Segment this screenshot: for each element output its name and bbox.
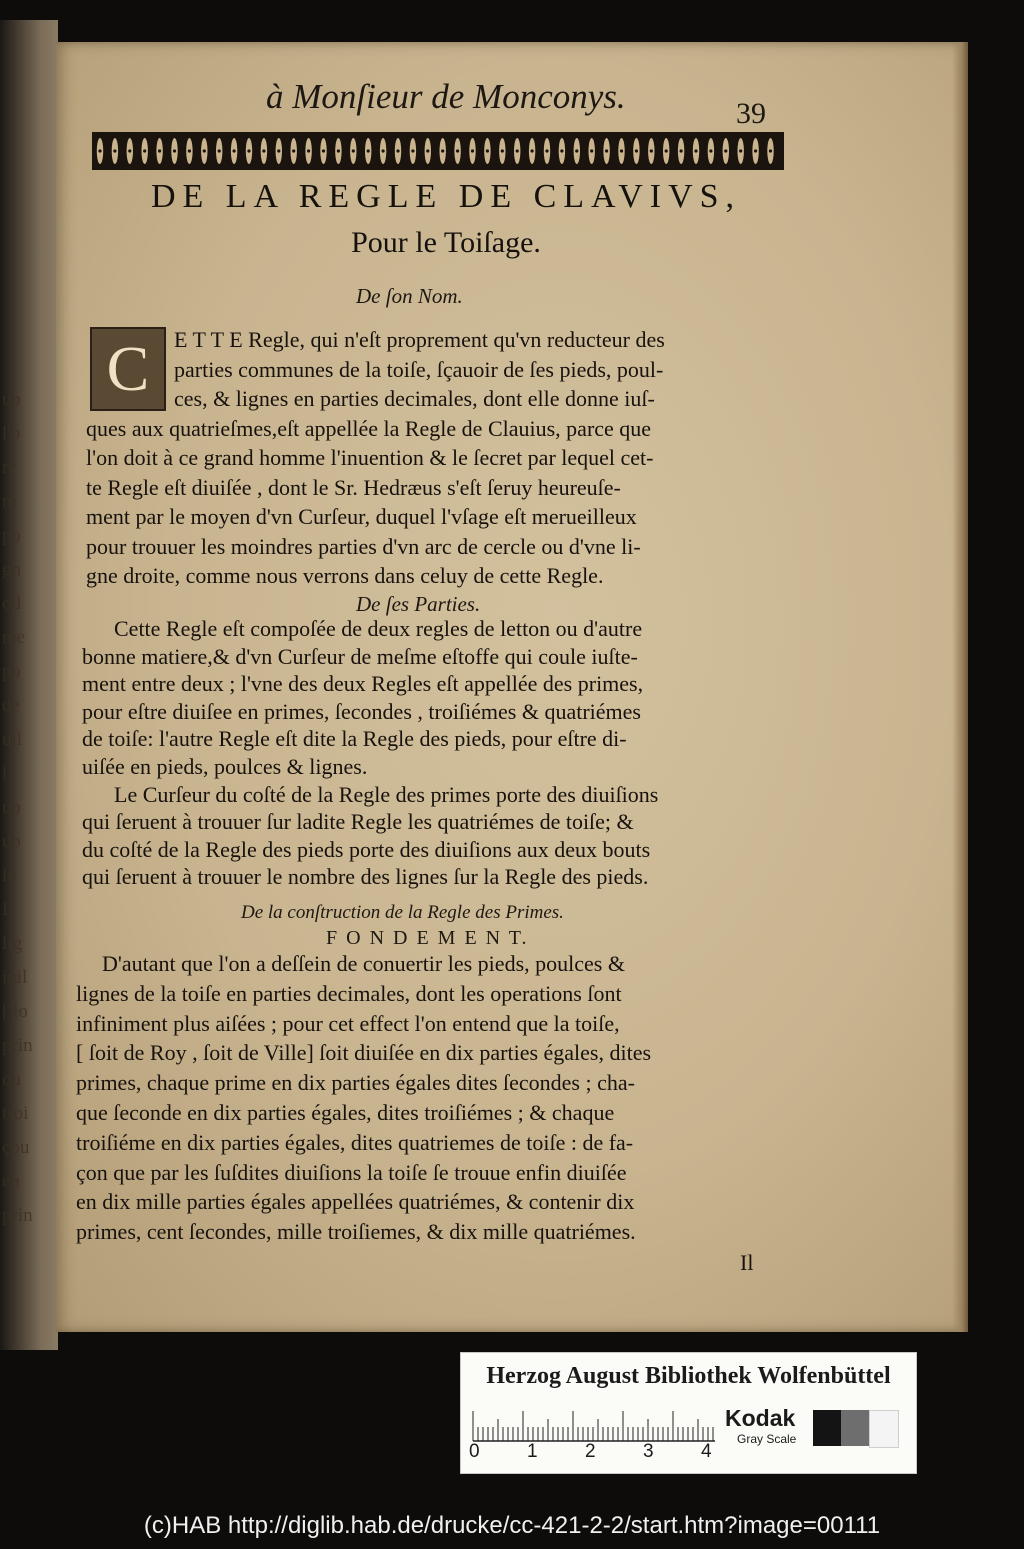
- text-line: infiniment plus aiſées ; pour cet effect l'on entend que la toiſe,: [76, 1010, 620, 1036]
- previous-page-fragment: po: [2, 661, 21, 682]
- previous-page-fragment: po: [2, 525, 21, 546]
- fleuron-dot: [456, 149, 459, 152]
- fleuron-dot: [620, 149, 623, 152]
- fleuron-dot: [113, 149, 116, 152]
- ruler-number: 0: [469, 1441, 480, 1462]
- fleuron-dot: [754, 149, 757, 152]
- previous-page-fragment: de: [2, 695, 20, 716]
- fleuron-dot: [233, 149, 236, 152]
- text-line: primes, cent ſecondes, mille troiſiemes, & dix mille quatriémes.: [76, 1219, 636, 1245]
- fleuron-dot: [739, 149, 742, 152]
- fleuron-dot: [143, 149, 146, 152]
- previous-page-fragment: uil: [2, 729, 23, 750]
- fleuron-dot: [665, 149, 668, 152]
- fleuron-dot: [605, 149, 608, 152]
- gray-scale-label: Gray Scale: [737, 1432, 797, 1446]
- fleuron-dot: [531, 149, 534, 152]
- text-line: pour eſtre diuiſee en primes, ſecondes , troiſiémes & quatriémes: [82, 698, 641, 724]
- previous-page-fragment: en: [2, 1171, 20, 1192]
- text-line: D'autant que l'on a deſſein de conuertir les pieds, poulces &: [102, 951, 625, 976]
- text-line: parties communes de la toiſe, ſçauoir de ſes pieds, poul-: [174, 356, 664, 382]
- fleuron-dot: [352, 149, 355, 152]
- previous-page-fragment: inil: [2, 967, 28, 988]
- fleuron-dot: [560, 149, 563, 152]
- text-line: Cette Regle eſt compoſée de deux regles de letton ou d'autre: [114, 616, 643, 641]
- catchword: Il: [740, 1250, 754, 1275]
- ruler-number: 1: [527, 1441, 538, 1462]
- fleuron-dot: [545, 149, 548, 152]
- text-line: qui ſeruent à trouuer le nombre des lignes ſur la Regle des pieds.: [82, 864, 649, 890]
- text-line: çon que par les ſuſdites diuiſions la toiſe ſe trouue enfin diuiſée: [76, 1159, 627, 1185]
- swatch-light: [869, 1410, 899, 1448]
- text-line: en dix mille parties égales appellées quatriémes, & contenir dix: [76, 1189, 635, 1215]
- previous-page-fragment: lu: [2, 865, 17, 886]
- kodak-logo: Kodak: [725, 1405, 796, 1431]
- text-line: troiſiéme en dix parties égales, dites quatriemes de toiſe : de fa-: [76, 1129, 634, 1155]
- fleuron-dot: [694, 149, 697, 152]
- text-line: gne droite, comme nous verrons dans celuy de cette Regle.: [86, 563, 604, 588]
- fleuron-dot: [158, 149, 161, 152]
- text-line: ment entre deux ; l'vne des deux Regles eſt appellée des primes,: [82, 671, 644, 697]
- previous-page-fragment: lig: [2, 933, 23, 954]
- section-heading-construction: De la conſtruction de la Regle des Primes.: [241, 902, 564, 923]
- fleuron-dot: [441, 149, 444, 152]
- fleuron-dot: [367, 149, 370, 152]
- fleuron-dot: [471, 149, 474, 152]
- fleuron-dot: [247, 149, 250, 152]
- previous-page-fragment: l: [2, 763, 8, 784]
- text-line: uiſée en pieds, poulces & lignes.: [82, 754, 368, 779]
- fleuron-dot: [262, 149, 265, 152]
- fleuron-dot: [277, 149, 280, 152]
- section-heading-nom: De ſon Nom.: [356, 284, 463, 308]
- previous-page-fragment: prin: [2, 1035, 33, 1056]
- text-line: lignes de la toiſe en parties decimales, dont les operations ſont: [76, 980, 622, 1006]
- previous-page-fragment: gn: [2, 559, 21, 580]
- previous-page-fragment: I: [2, 899, 9, 920]
- text-line: qui ſeruent à trouuer ſur ladite Regle les quatriémes de toiſe; &: [82, 809, 634, 835]
- previous-page-fragment: [ lo: [2, 1001, 28, 1022]
- previous-page-fragment: l'o: [2, 423, 21, 444]
- ruler-number: 4: [701, 1441, 712, 1462]
- fleuron-dot: [396, 149, 399, 152]
- previous-page-fragment: prin: [2, 1205, 33, 1226]
- previous-page-fragment: up: [2, 389, 21, 410]
- fleuron-ornament-band: [92, 130, 784, 172]
- text-line: [ ſoit de Roy , ſoit de Ville] ſoit diuiſée en dix parties égales, dites: [76, 1040, 652, 1066]
- fleuron-dot: [650, 149, 653, 152]
- text-line: bonne matiere,& d'vn Curſeur de meſme eſtoffe qui coule iuſte-: [82, 643, 638, 669]
- library-name: Herzog August Bibliothek Wolfenbüttel: [486, 1363, 891, 1389]
- fleuron-dot: [382, 149, 385, 152]
- fleuron-dot: [128, 149, 131, 152]
- text-line: ment par le moyen d'vn Curſeur, duquel l'vſage eſt merueilleux: [86, 504, 637, 529]
- previous-page-edge: [0, 30, 56, 1340]
- section-heading-parties: De ſes Parties.: [356, 592, 481, 616]
- previous-page-fragment: od: [2, 593, 21, 614]
- text-line: que ſeconde en dix parties égales, dites troiſiémes ; & chaque: [76, 1100, 615, 1125]
- fleuron-dot: [724, 149, 727, 152]
- text-line: te Regle eſt diuiſée , dont le Sr. Hedræus s'eſt ſeruy heureuſe-: [86, 474, 621, 500]
- text-line: primes, chaque prime en dix parties égales dites ſecondes ; cha-: [76, 1070, 635, 1096]
- fleuron-dot: [501, 149, 504, 152]
- ruler-scale: [469, 1405, 719, 1445]
- credit-line: (c)HAB http://diglib.hab.de/drucke/cc-421-2-2/start.htm?image=00111: [143, 1512, 881, 1539]
- fleuron-dot: [307, 149, 310, 152]
- fleuron-dot: [769, 149, 772, 152]
- fleuron-dot: [680, 149, 683, 152]
- page-edge: [952, 42, 968, 1332]
- fleuron-dot: [516, 149, 519, 152]
- fleuron-dot: [575, 149, 578, 152]
- text-line: Le Curſeur du coſté de la Regle des primes porte des diuiſions: [114, 781, 659, 807]
- fleuron-dot: [426, 149, 429, 152]
- library-color-card: [460, 1352, 917, 1474]
- fleuron-dot: [486, 149, 489, 152]
- previous-page-fragment: çou: [2, 1137, 30, 1158]
- fleuron-dot: [709, 149, 712, 152]
- swatch-dark: [813, 1410, 841, 1446]
- book-page: [56, 42, 966, 1332]
- text-line: ces, & lignes en parties decimales, dont elle donne iuſ-: [174, 386, 655, 411]
- text-line: pour trouuer les moindres parties d'vn arc de cercle ou d'vne li-: [86, 533, 641, 559]
- fondement-heading: F O N D E M E N T.: [326, 927, 529, 949]
- fleuron-dot: [292, 149, 295, 152]
- folio-number: 39: [736, 97, 766, 130]
- ruler-number: 3: [643, 1441, 654, 1462]
- fleuron-dot: [188, 149, 191, 152]
- fleuron-dot: [337, 149, 340, 152]
- previous-page-fragment: me: [2, 627, 26, 648]
- previous-page-fragment: up: [2, 797, 21, 818]
- fleuron-dot: [322, 149, 325, 152]
- drop-cap-initial: C: [90, 327, 166, 411]
- fleuron-dot: [98, 149, 101, 152]
- previous-page-fragment: m: [2, 491, 17, 512]
- swatch-mid: [841, 1410, 869, 1446]
- previous-page-fragment: troi: [2, 1103, 29, 1124]
- fleuron-dot: [411, 149, 414, 152]
- fleuron-dot: [635, 149, 638, 152]
- text-line: l'on doit à ce grand homme l'inuention & le ſecret par lequel cet-: [86, 445, 654, 470]
- fleuron-dot: [590, 149, 593, 152]
- chapter-subtitle: Pour le Toiſage.: [351, 226, 541, 259]
- text-line: de toiſe: l'autre Regle eſt dite la Regle des pieds, pour eſtre di-: [82, 726, 627, 752]
- previous-page-fragment: ub: [2, 831, 21, 852]
- fleuron-dot: [173, 149, 176, 152]
- fleuron-dot: [218, 149, 221, 152]
- text-line: du coſté de la Regle des pieds porte des diuiſions aux deux bouts: [82, 836, 651, 862]
- previous-page-fragment: re: [2, 457, 17, 478]
- ruler-number: 2: [585, 1441, 596, 1462]
- fleuron-dot: [203, 149, 206, 152]
- chapter-title: DE LA REGLE DE CLAVIVS,: [150, 178, 742, 215]
- text-line: ques aux quatrieſmes,eſt appellée la Regle de Clauius, parce que: [86, 415, 652, 441]
- previous-page-fragment: qu: [2, 1069, 21, 1090]
- running-head: à Monſieur de Monconys.: [266, 77, 626, 116]
- text-line: E T T E Regle, qui n'eſt proprement qu'vn reducteur des: [174, 327, 665, 352]
